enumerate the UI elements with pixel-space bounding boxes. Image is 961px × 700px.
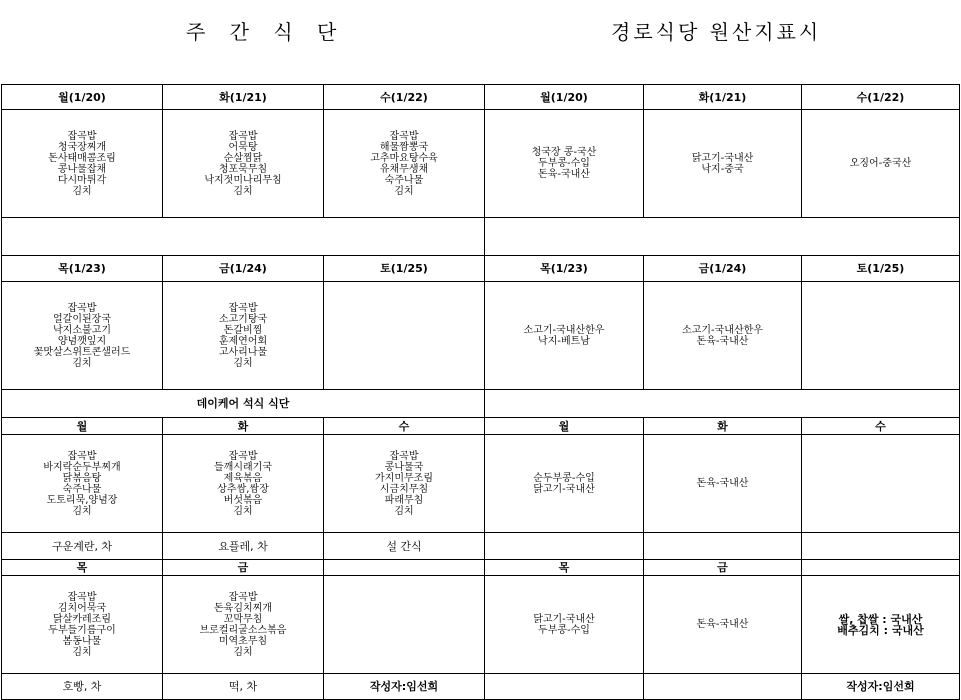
origin-cell [802,110,960,218]
snack-cell: 설 간식 [324,533,485,560]
item-line: 닭고기-국내산 [533,483,595,495]
menu-cell [163,576,324,674]
snack-row-1 [2,533,960,560]
item-line: 낙지소불고기 [53,324,111,336]
item-line: 고사리나물 [218,346,268,358]
spacer-cell [2,218,485,256]
origin-display-title: 경로식당 원산지표시 [611,20,822,44]
item-line: 닭살카레조림 [53,613,111,625]
empty-cell [644,533,802,560]
day-header: 금 [644,560,802,576]
item-line: 청국장 콩-국산 [531,147,597,158]
author-right: 작성자:임선희 [802,674,960,700]
origin-cell [644,576,802,674]
item-line: 김치 [233,646,253,658]
item-line: 낙지-베트남 [538,335,590,347]
item-line: 김치 [233,357,253,369]
item-line: 낙지젓미나리무침 [204,174,282,186]
day-header: 목 [2,560,163,576]
day-header: 수(1/22) [802,85,960,110]
item-line: 꽃맛살스위트콘샐러드 [33,346,131,358]
spacer-cell [485,390,960,418]
day-header: 수 [324,418,485,435]
item-line: 순살찜닭 [223,152,263,164]
snack-cell: 떡, 차 [163,674,324,700]
item-line: 시금치무침 [379,483,429,495]
item-line: 돈육김치찌개 [214,602,272,614]
menu-cell [2,110,163,218]
item-line: 김치 [72,646,92,658]
item-line: 배추김치 : 국내산 [837,623,924,637]
day-header [324,560,485,576]
day-header: 화 [163,418,324,435]
menu-cell [2,435,163,533]
item-line: 김치 [233,185,253,197]
menu-cell [324,435,485,533]
item-line: 상추쌈,쌈장 [217,483,269,495]
item-line: 잡곡밥 [67,591,97,603]
day-header: 토(1/25) [802,256,960,282]
item-line: 김치어묵국 [57,602,107,614]
item-line: 돈육-국내산 [696,335,749,347]
menu-cell [324,110,485,218]
item-line: 김치 [72,357,92,369]
item-line: 돈육-국내산 [696,478,749,489]
item-line: 버섯볶음 [223,494,263,506]
menu-cell [163,435,324,533]
empty-cell [802,533,960,560]
item-line: 다시마튀각 [57,174,107,186]
menu-cell [2,576,163,674]
item-line: 훈제연어회 [218,335,268,347]
item-line: 소고기탕국 [218,313,268,325]
header-row-week1 [2,85,960,110]
day-header: 목 [485,560,644,576]
menu-row-daycare2 [2,576,960,674]
item-line: 잡곡밥 [67,302,97,314]
item-line: 숙주나물 [62,483,102,495]
header-row-daycare1 [2,418,960,435]
menu-cell [163,110,324,218]
item-line: 고추마요탕수육 [370,152,438,164]
day-header: 월(1/20) [485,85,644,110]
origin-cell [644,110,802,218]
origin-cell [802,576,960,674]
snack-cell: 구운계란, 차 [2,533,163,560]
day-header: 화(1/21) [163,85,324,110]
day-header: 화(1/21) [644,85,802,110]
origin-cell [802,435,960,533]
item-line: 소고기-국내산한우 [682,324,763,336]
origin-cell [485,576,644,674]
day-header: 화 [644,418,802,435]
menu-row-daycare1 [2,435,960,533]
item-line: 잡곡밥 [389,450,419,462]
item-line: 김치 [72,185,92,197]
menu-cell [163,282,324,390]
day-header: 월(1/20) [2,85,163,110]
day-header: 토(1/25) [324,256,485,282]
item-line: 낙지-중국 [701,163,744,175]
item-line: 소고기-국내산한우 [523,324,605,336]
menu-row-week1 [2,110,960,218]
item-line: 두부콩-수입 [538,624,590,636]
empty-cell [485,674,644,700]
item-line: 김치 [233,505,253,517]
origin-cell [485,435,644,533]
origin-cell [485,282,644,390]
spacer-cell [485,218,960,256]
item-line: 잡곡밥 [228,302,258,314]
item-line: 양념깻잎지 [57,335,107,347]
day-header [802,560,960,576]
menu-cell [2,282,163,390]
item-line: 돈갈비찜 [223,324,263,336]
menu-row-week2 [2,282,960,390]
item-line: 어묵탕 [228,141,258,153]
item-line: 잡곡밥 [67,450,97,462]
day-header: 수 [802,418,960,435]
item-line: 잡곡밥 [228,130,258,142]
day-header: 금(1/24) [644,256,802,282]
origin-cell [644,435,802,533]
header-row-week2 [2,256,960,282]
item-line: 해물짬뽕국 [379,141,429,153]
item-line: 돈사태매콤조림 [48,152,116,164]
item-line: 잡곡밥 [228,450,258,462]
item-line: 들깨시래기국 [214,461,272,473]
item-line: 청포묵무침 [218,163,268,175]
item-line: 순두부콩-수입 [533,472,595,484]
item-line: 김치 [394,185,414,197]
author-left: 작성자:임선희 [324,674,485,700]
empty-cell [485,533,644,560]
item-line: 돈육-국내산 [696,619,749,630]
snack-row-2 [2,674,960,700]
item-line: 두부들기름구이 [48,624,116,636]
item-line: 오징어-중국산 [849,158,912,169]
snack-cell: 호빵, 차 [2,674,163,700]
item-line: 김치 [394,505,414,517]
item-line: 닭고기-국내산 [691,152,754,164]
origin-cell [485,110,644,218]
item-line: 봄동나물 [62,635,102,647]
day-header: 수(1/22) [324,85,485,110]
item-line: 콩나물국 [384,461,424,473]
day-header: 월 [2,418,163,435]
item-line: 미역초무침 [218,635,268,647]
menu-table [1,84,960,700]
day-header: 목(1/23) [2,256,163,282]
item-line: 두부콩-수입 [538,158,590,169]
empty-cell [644,674,802,700]
header-row-daycare2 [2,560,960,576]
item-line: 청국장찌개 [57,141,107,153]
day-header: 목(1/23) [485,256,644,282]
item-line: 제육볶음 [223,472,263,484]
item-line: 김치 [72,505,92,517]
origin-cell [802,282,960,390]
weekly-menu-title: 주 간 식 단 [186,20,346,44]
item-line: 유채무생채 [379,163,429,175]
daycare-title: 데이케어 석식 식단 [2,390,485,418]
item-line: 파래무침 [384,494,424,506]
item-line: 숙주나물 [384,174,424,186]
item-line: 바지락순두부찌개 [43,461,121,473]
snack-cell: 요플레, 차 [163,533,324,560]
item-line: 꼬막무침 [223,613,263,625]
item-line: 잡곡밥 [228,591,258,603]
item-line: 닭고기-국내산 [533,613,595,625]
spacer-row [2,218,960,256]
menu-cell [324,282,485,390]
item-line: 가지미무조림 [375,472,433,484]
item-line: 닭볶음탕 [62,472,102,484]
item-line: 쌀, 찹쌀 : 국내산 [838,612,923,626]
item-line: 콩나물잡채 [57,163,107,175]
item-line: 도토리묵,양념장 [46,494,118,506]
menu-cell [324,576,485,674]
day-header: 금 [163,560,324,576]
day-header: 월 [485,418,644,435]
day-header: 금(1/24) [163,256,324,282]
origin-cell [644,282,802,390]
daycare-title-row [2,390,960,418]
item-line: 브로컬리굴소스볶음 [199,624,287,636]
item-line: 얼갈이된장국 [53,313,111,325]
item-line: 잡곡밥 [389,130,419,142]
item-line: 돈육-국내산 [538,169,590,180]
item-line: 잡곡밥 [67,130,97,142]
